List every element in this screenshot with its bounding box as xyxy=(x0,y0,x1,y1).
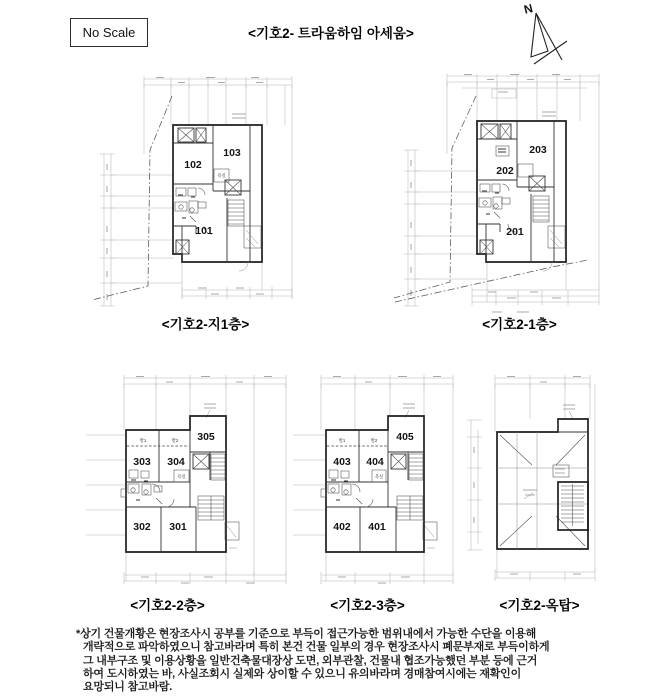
bathroom-fixtures xyxy=(479,184,516,232)
room-number-401: 401 xyxy=(368,521,386,533)
bathroom-box xyxy=(174,470,189,482)
room-number-102: 102 xyxy=(184,159,202,171)
room-number-301: 301 xyxy=(169,521,187,533)
floor-plan-floor1 xyxy=(392,74,612,318)
room-number-103: 103 xyxy=(223,147,241,159)
elevator-shaft-icon xyxy=(391,454,406,469)
roof-access-box xyxy=(553,465,569,477)
stairs-icon xyxy=(228,200,244,226)
balcony-label-2: 발2 xyxy=(171,438,179,443)
north-arrow-icon xyxy=(512,0,584,72)
room-number-402: 402 xyxy=(333,521,351,533)
stairs-icon xyxy=(198,454,225,520)
room-number-305: 305 xyxy=(197,431,215,443)
room-number-201: 201 xyxy=(506,226,524,238)
drawing-title: <기호2- 트라움하임 아세움> xyxy=(248,26,414,41)
dimension-figures xyxy=(411,75,571,313)
dimension-lines xyxy=(467,375,595,581)
room-number-203: 203 xyxy=(529,144,547,156)
stairs-icon xyxy=(533,196,549,222)
footnote-line: *상기 건물개황은 현장조사시 공부를 기준으로 부득이 접근가능한 범위내에서 가능한 수단을 이용해 xyxy=(76,628,537,640)
no-scale-label: No Scale xyxy=(82,25,136,40)
bathroom-label: 욕실 xyxy=(177,474,186,479)
room-number-403: 403 xyxy=(333,456,351,468)
building-walls xyxy=(173,125,262,262)
room-number-202: 202 xyxy=(496,165,514,177)
boiler-label-box xyxy=(496,146,509,156)
entrance-porch xyxy=(423,522,437,548)
floor-plan-floor3 xyxy=(293,372,458,590)
floor-plan-basement1 xyxy=(86,76,302,314)
footnote-line: 하여 도시하였는 바, 사실조회시 실제와 상이할 수 있으니 유의바라며 경매참여시에는 재확인이 xyxy=(83,667,522,680)
plan-caption-basement1: <기호2-지1층> xyxy=(161,317,250,332)
room-number-404: 404 xyxy=(366,456,384,468)
bathroom-fixtures xyxy=(321,470,373,507)
footnote-line: 요망되니 참고바람. xyxy=(83,681,173,694)
room-number-405: 405 xyxy=(396,431,414,443)
footnote-line: 그 내부구조 및 이용상황을 일반건축물대장상 도면, 외부관찰, 건물내 협조가능했던 부분 등에 근거 xyxy=(83,654,538,667)
dimension-figures xyxy=(107,78,264,301)
plan-caption-floor1: <기호2-1층> xyxy=(482,317,557,332)
balcony-label-1: 발1 xyxy=(338,438,346,443)
floor-plan-rooftop xyxy=(455,372,610,590)
roof-center-mark xyxy=(523,490,537,499)
no-scale-box xyxy=(70,18,148,47)
leader-line xyxy=(569,411,573,419)
balcony-label-1: 발1 xyxy=(139,438,147,443)
room-number-303: 303 xyxy=(133,456,151,468)
bathroom-box xyxy=(518,164,533,177)
footnote-line: 개략적으로 파악하였으니 참고바라며 특히 본건 건물 일부의 경우 현장조사시 폐문부재로 부득이하게 xyxy=(83,641,550,654)
roof-grid xyxy=(497,432,588,549)
plan-caption-rooftop: <기호2-옥탑> xyxy=(499,598,580,613)
plan-caption-floor2: <기호2-2층> xyxy=(130,598,205,613)
bathroom-fixtures xyxy=(121,470,174,507)
entrance-porch xyxy=(225,522,239,548)
bathroom-label: 욕실 xyxy=(217,173,226,178)
room-number-302: 302 xyxy=(133,521,151,533)
room-number-101: 101 xyxy=(195,225,213,237)
elevator-shaft-icon xyxy=(193,454,209,469)
plan-caption-floor3: <기호2-3층> xyxy=(330,598,405,613)
north-label: N xyxy=(522,1,535,17)
dimension-lines xyxy=(404,74,599,306)
floor-plan-floor2 xyxy=(86,372,304,590)
room-number-304: 304 xyxy=(167,456,185,468)
bathroom-box xyxy=(372,470,386,482)
footnote xyxy=(76,628,590,694)
balcony-label-2: 발2 xyxy=(370,438,378,443)
bathroom-label: 욕실 xyxy=(374,474,384,479)
